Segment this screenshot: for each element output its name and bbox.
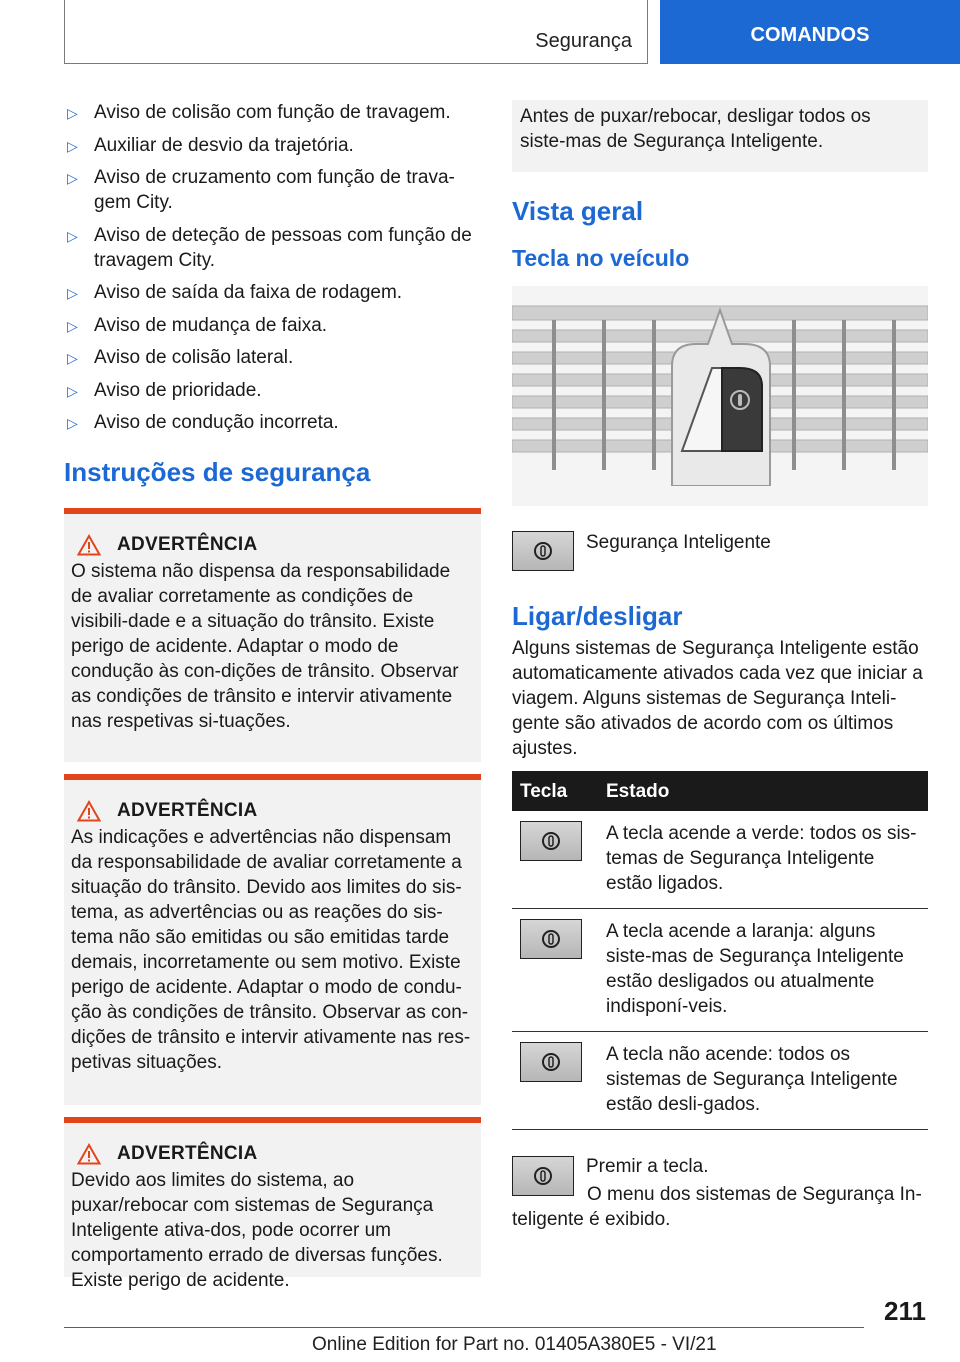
- state-text: A tecla acende a verde: todos os sis-temas de Segurança Inteligente estão ligados.: [598, 811, 928, 909]
- info-note: Antes de puxar/rebocar, desligar todos os siste-mas de Segurança Inteligente.: [512, 100, 928, 172]
- left-column: [64, 100, 481, 1291]
- state-text: A tecla não acende: todos os sistemas de Segurança Inteligente estão desli-gados.: [598, 1032, 928, 1130]
- triangle-bullet-icon: ▷: [67, 415, 78, 431]
- legend-label: Segurança Inteligente: [586, 532, 771, 553]
- list-item: ▷ Auxiliar de desvio da trajetória.: [64, 133, 481, 158]
- list-item: ▷ Aviso de deteção de pessoas com função de travagem City.: [67, 224, 472, 271]
- warning-text: O sistema não dispensa da responsabilidade de avaliar corretamente as condições de visibili-dade e a situação do trânsito. Existe perigo de acidente. Adaptar o modo de condução às con-dições de trânsito. Observar as condições de trânsito e intervir ativamente nas respetivas si-tuações.: [71, 561, 459, 732]
- list-item: ▷ Aviso de prioridade.: [64, 378, 481, 403]
- warning-title: ADVERTÊNCIA: [117, 534, 258, 555]
- triangle-bullet-icon: ▷: [67, 317, 78, 334]
- warning-triangle-icon: [77, 534, 101, 556]
- triangle-bullet-icon: ▷: [67, 105, 78, 121]
- list-item: ▷ Aviso de colisão com função de travagem.: [64, 100, 481, 125]
- right-column: [512, 100, 928, 1232]
- feature-list: [64, 100, 481, 435]
- page-number: 211: [884, 1296, 926, 1326]
- warning-box: [64, 1117, 481, 1291]
- table-row: [512, 909, 928, 1032]
- section-title: Segurança: [535, 30, 632, 52]
- key-state-table: [512, 771, 928, 1130]
- button-heading: Tecla no veículo: [512, 245, 690, 271]
- menu-text: O menu dos sistemas de Segurança In-teligente é exibido.: [512, 1184, 922, 1230]
- safety-key-icon: [520, 919, 582, 959]
- edition-note: Online Edition for Part no. 01405A380E5 - VI/21: [312, 1334, 717, 1355]
- list-item: ▷ Aviso de mudança de faixa.: [64, 313, 481, 338]
- warning-title: ADVERTÊNCIA: [117, 1143, 258, 1164]
- list-item: ▷ Aviso de colisão lateral.: [64, 345, 481, 370]
- triangle-bullet-icon: ▷: [67, 285, 78, 301]
- safety-key-icon: [520, 821, 582, 861]
- triangle-bullet-icon: ▷: [67, 137, 78, 154]
- list-item: ▷ Aviso de saída da faixa de rodagem.: [64, 280, 481, 305]
- onoff-heading: Ligar/desligar: [512, 601, 683, 631]
- chapter-label: COMANDOS: [750, 23, 870, 46]
- triangle-bullet-icon: ▷: [67, 170, 78, 186]
- safety-heading: Instruções de segurança: [64, 457, 371, 487]
- safety-key-icon: [512, 531, 574, 571]
- warning-box: [64, 508, 481, 762]
- warning-title: ADVERTÊNCIA: [117, 800, 258, 821]
- overview-heading: Vista geral: [512, 196, 644, 226]
- onoff-text: Alguns sistemas de Segurança Inteligente estão automaticamente ativados cada vez que iniciar a viagem. Alguns sistemas de Segurança Inteli-gente são ativados de acordo com os últimos ajustes.: [512, 638, 923, 759]
- footer-divider: [64, 1327, 864, 1328]
- list-item: ▷ Aviso de condução incorreta.: [64, 410, 481, 435]
- legend-row: [512, 531, 928, 571]
- safety-key-icon: [520, 1042, 582, 1082]
- triangle-bullet-icon: ▷: [67, 382, 78, 399]
- state-text: A tecla acende a laranja: alguns siste-mas de Segurança Inteligente estão desligados ou atualmente indisponí-veis.: [598, 909, 928, 1032]
- warning-box: [64, 774, 481, 1105]
- triangle-bullet-icon: ▷: [67, 227, 78, 244]
- vehicle-button-photo: [512, 286, 928, 506]
- safety-key-icon: [512, 1156, 574, 1196]
- table-header-state: Estado: [598, 771, 928, 811]
- warning-triangle-icon: [77, 1143, 101, 1165]
- table-row: [512, 1032, 928, 1130]
- warning-text: As indicações e advertências não dispensam da responsabilidade de avaliar corretamente a situação do trânsito. Devido aos limites do sis-tema, as advertências ou as reações do sis-tema não são emitidas ou são emitidas tarde demais, incorretamente ou sem motivo. Existe perigo de acidente. Adaptar o modo de condu-ção às condições de trânsito. Observar as con-dições de trânsito e intervir ativamente nas res-petivas situações.: [71, 827, 471, 1073]
- table-header-key: Tecla: [512, 771, 598, 811]
- list-item: ▷ Aviso de cruzamento com função de trava-gem City.: [67, 167, 455, 213]
- chapter-tab[interactable]: [660, 0, 960, 64]
- triangle-bullet-icon: ▷: [67, 350, 78, 366]
- warning-triangle-icon: [77, 800, 101, 822]
- warning-text: Devido aos limites do sistema, ao puxar/rebocar com sistemas de Segurança Inteligente ativa-dos, pode ocorrer um comportamento errado de diversas funções. Existe perigo de acidente.: [71, 1170, 443, 1291]
- table-row: [512, 811, 928, 909]
- press-text: Premir a tecla.: [586, 1156, 709, 1177]
